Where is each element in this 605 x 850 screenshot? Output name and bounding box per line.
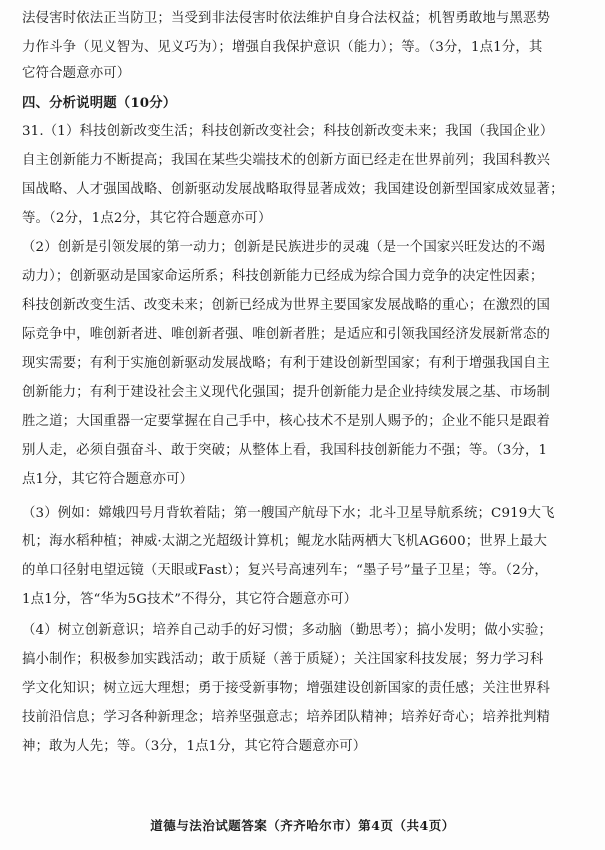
text-line-6: 自主创新能力不断提高；我国在某些尖端技术的创新方面已经走在世界前列；我国科教兴 [22,153,551,168]
text-line-24: 学文化知识；树立远大理想；勇于接受新事物；增强建设创新国家的责任感；关注世界科 [22,681,551,696]
text-line-17: 点1分，其它符合题意亦可） [22,472,194,487]
text-line-26: 神；敢为人先；等。（3分，1点1分，其它符合题意亦可） [22,739,367,754]
text-line-12: 际竞争中，唯创新者进、唯创新者强、唯创新者胜；是适应和引领我国经济发展新常态的 [22,327,551,342]
text-line-25: 技前沿信息；学习各种新理念；培养坚强意志；培养团队精神；培养好奇心；培养批判精 [22,710,551,725]
text-line-10: 动力）；创新驱动是国家命运所系；科技创新能力已经成为综合国力竞争的决定性因素； [22,269,544,284]
text-line-18: （3）例如：嫦娥四号月背软着陆；第一艘国产航母下水；北斗卫星导航系统；C919大飞 [22,506,555,521]
text-line-14: 创新能力；有利于建设社会主义现代化强国；提升创新能力是企业持续发展之基、市场制 [22,385,551,400]
text-line-15: 胜之道；大国重器一定要掌握在自己手中，核心技术不是别人赐予的；企业不能只是跟着 [22,414,551,429]
text-line-8: 等。（2分，1点2分，其它符合题意亦可） [22,211,272,226]
text-line-23: 搞小制作；积极参加实践活动；敢于质疑（善于质疑）；关注国家科技发展；努力学习科 [22,652,544,667]
text-line-13: 现实需要；有利于实施创新驱动发展战略；有利于建设创新型国家；有利于增强我国自主 [22,356,551,371]
text-line-3: 它符合题意亦可） [22,66,131,81]
text-line-16: 别人走，必须自强奋斗、敢于突破；从整体上看，我国科技创新能力不强；等。（3分，1 [22,443,548,458]
section-heading: 四、分析说明题（10分） [22,95,177,111]
text-line-19: 机；海水稻种植；神威·太湖之光超级计算机；鲲龙水陆两栖大飞机AG600；世界上最大 [22,534,548,549]
text-line-20: 的单口径射电望远镜（天眼或Fast）；复兴号高速列车；“墨子号”量子卫星；等。（2分， [22,563,548,578]
text-line-11: 科技创新改变生活、改变未来；创新已经成为世界主要国家发展战略的重心；在激烈的国 [22,298,551,313]
text-line-21: 1点1分，答“华为5G技术”不得分，其它符合题意亦可） [22,592,358,607]
text-line-9: （2）创新是引领发展的第一动力；创新是民族进步的灵魂（是一个国家兴旺发达的不竭 [22,240,546,255]
text-line-2: 力作斗争（见义智为、见义巧为）；增强自我保护意识（能力）；等。（3分，1点1分，其 [22,40,543,55]
text-line-1: 法侵害时依法正当防卫；当受到非法侵害时依法维护自身合法权益；机智勇敢地与黑恶势 [22,11,551,26]
text-line-7: 国战略、人才强国战略、创新驱动发展战略取得显著成效；我国建设创新型国家成效显著； [22,182,564,197]
text-line-22: （4）树立创新意识；培养自己动手的好习惯；多动脑（勤思考）；搞小发明；做小实验； [22,623,553,638]
page-footer: 道德与法治试题答案（齐齐哈尔市）第4页（共4页） [150,818,455,833]
text-line-5: 31.（1）科技创新改变生活；科技创新改变社会；科技创新改变未来；我国（我国企业） [22,124,554,139]
